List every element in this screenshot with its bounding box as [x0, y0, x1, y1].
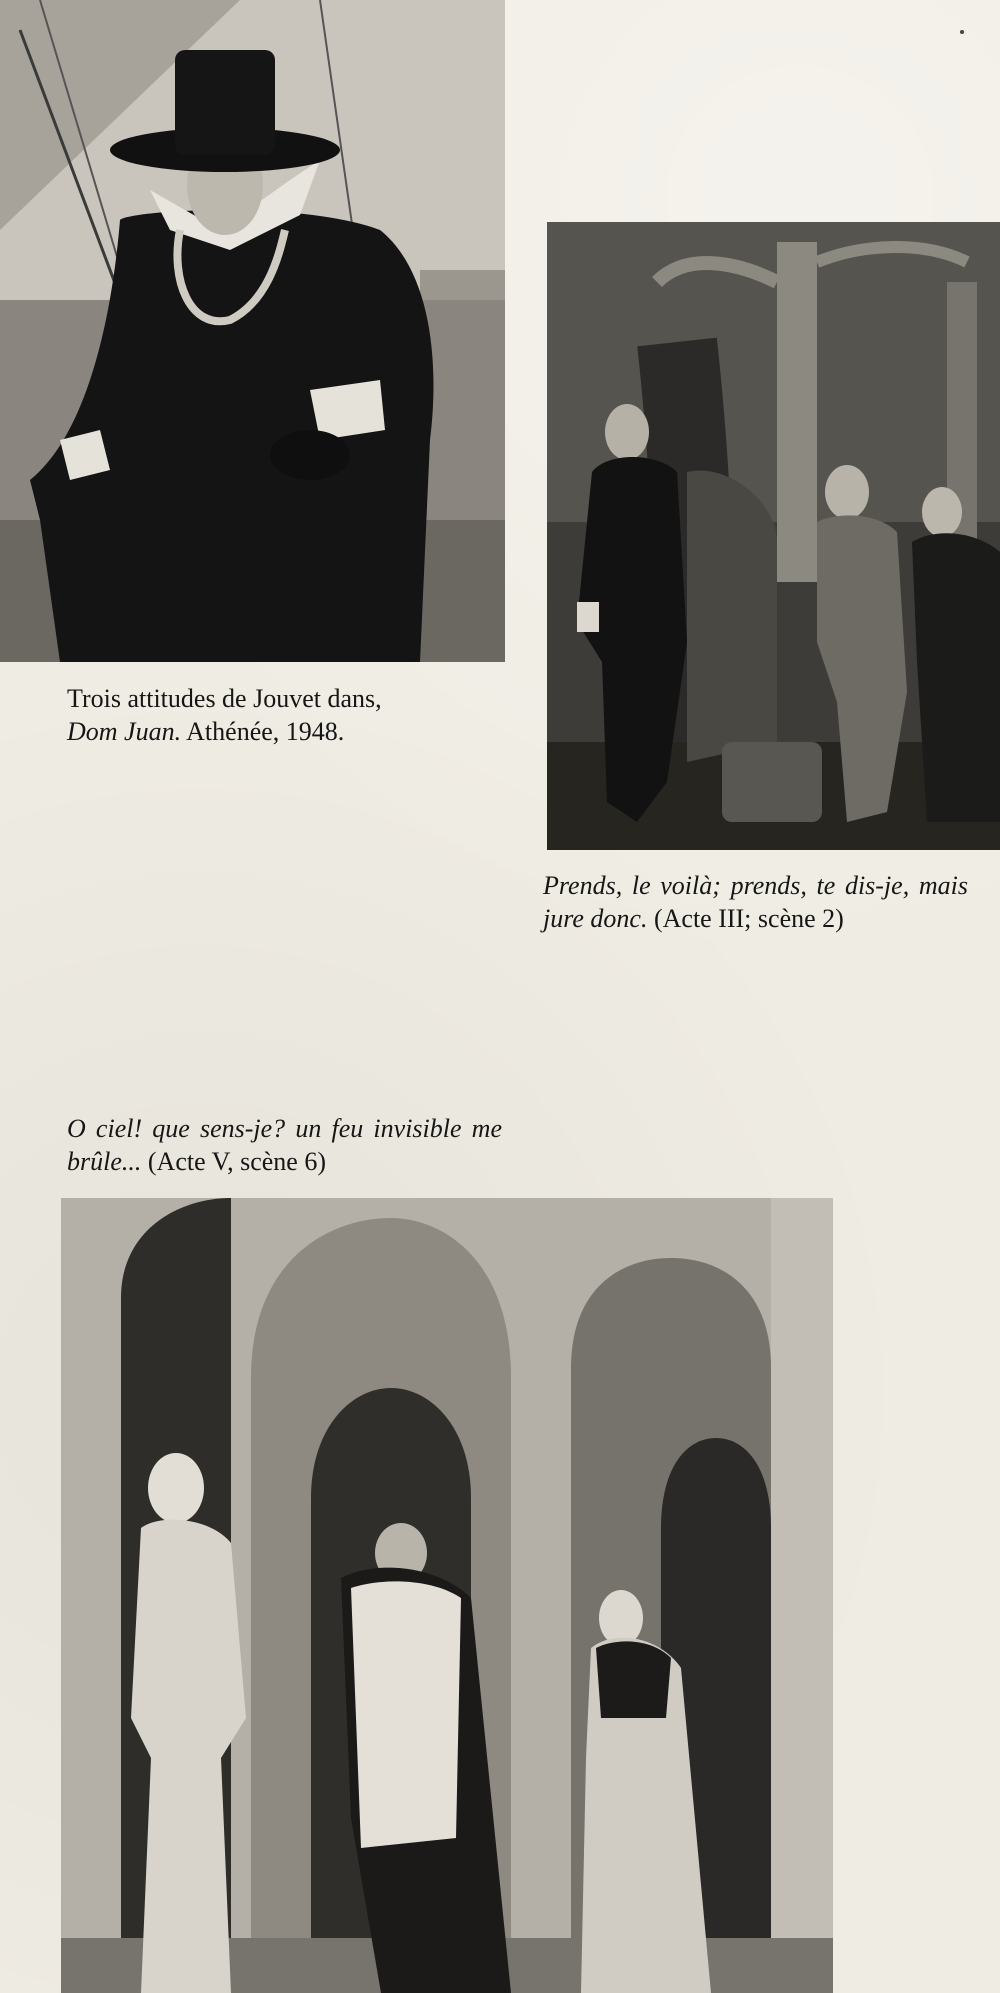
- photo-stage-scene-arches-image: [61, 1198, 833, 1993]
- caption-prends-le-voila-quote: Prends, le voilà; prends, te dis-je, mais jure donc.: [543, 871, 968, 933]
- photo-jouvet-portrait: [0, 0, 505, 662]
- caption-o-ciel: [67, 1112, 502, 1178]
- caption-o-ciel-quote: O ciel! que sens-je? un feu invisible me brûle...: [67, 1114, 502, 1176]
- page-mark: [960, 30, 964, 34]
- caption-jouvet-attitudes: [67, 682, 499, 748]
- caption-jouvet-attitudes-title: Dom Juan.: [67, 717, 182, 746]
- photo-stage-scene-trees: [547, 222, 1000, 850]
- caption-o-ciel-reference: (Acte V, scène 6): [141, 1147, 326, 1176]
- photo-stage-scene-arches: [61, 1198, 833, 1993]
- caption-prends-le-voila-reference: (Acte III; scène 2): [647, 904, 844, 933]
- photo-jouvet-portrait-image: [0, 0, 505, 662]
- caption-prends-le-voila: [543, 869, 968, 935]
- caption-jouvet-attitudes-line1: Trois attitudes de Jouvet dans,: [67, 684, 382, 713]
- caption-jouvet-attitudes-rest: Athénée, 1948.: [181, 717, 345, 746]
- photo-stage-scene-trees-image: [547, 222, 1000, 850]
